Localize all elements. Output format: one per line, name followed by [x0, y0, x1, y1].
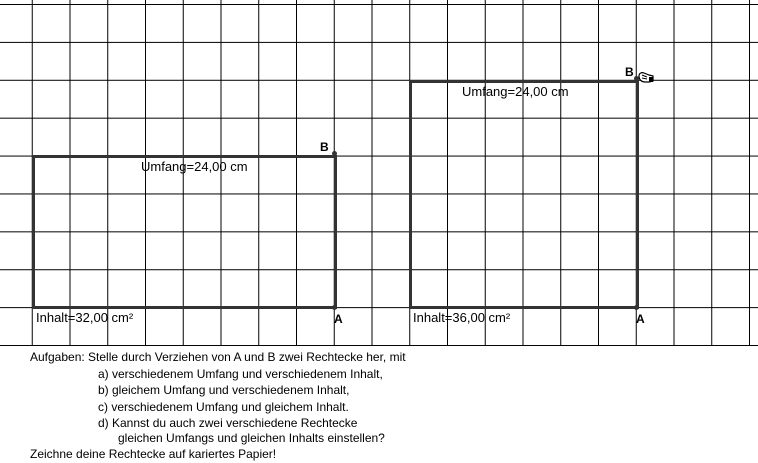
left-point-b-handle[interactable]	[332, 151, 337, 156]
task-a: a) verschiedenem Umfang und verschiedenem Inhalt,	[98, 367, 383, 381]
right-point-b-label: B	[625, 65, 634, 79]
right-point-a-label: A	[636, 312, 645, 326]
right-point-a-handle[interactable]	[634, 305, 639, 310]
task-c: c) verschiedenem Umfang und gleichem Inhalt.	[98, 400, 349, 414]
task-d-line2: gleichen Umfangs und gleichen Inhalts einstellen?	[118, 431, 385, 445]
left-point-b-label: B	[320, 140, 329, 154]
hand-cursor-icon	[637, 70, 655, 86]
left-point-a-handle[interactable]	[332, 305, 337, 310]
left-perimeter-label: Umfang=24,00 cm	[141, 159, 248, 174]
left-point-a-label: A	[334, 312, 343, 326]
right-rectangle	[409, 80, 639, 309]
task-outro: Zeichne deine Rechtecke auf kariertes Papier!	[30, 447, 277, 461]
right-perimeter-label: Umfang=24,00 cm	[462, 84, 569, 99]
left-rectangle	[32, 155, 337, 309]
task-d-line1: d) Kannst du auch zwei verschiedene Rechtecke	[98, 416, 358, 430]
right-area-label: Inhalt=36,00 cm²	[413, 310, 511, 325]
left-area-label: Inhalt=32,00 cm²	[36, 310, 134, 325]
task-b: b) gleichem Umfang und verschiedenem Inhalt,	[98, 383, 350, 397]
task-intro: Aufgaben: Stelle durch Verziehen von A und B zwei Rechtecke her, mit	[30, 350, 406, 364]
task-text	[0, 346, 758, 461]
